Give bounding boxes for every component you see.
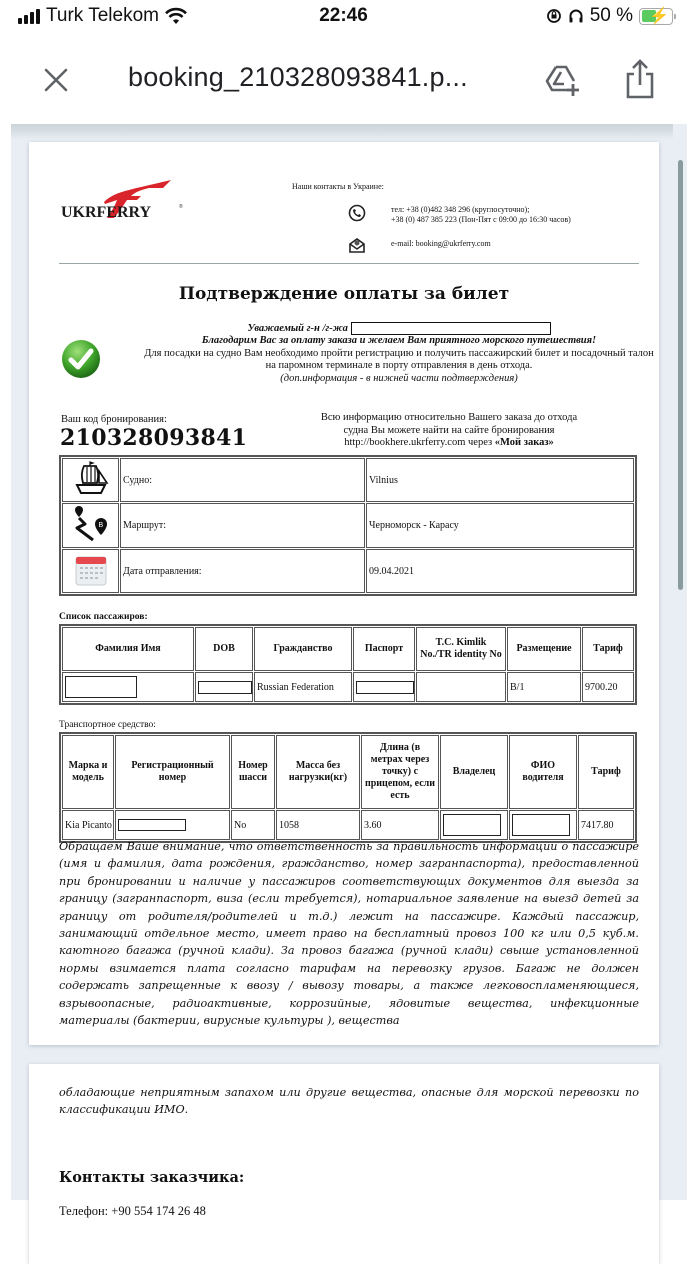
passengers-label: Список пассажиров: [59, 612, 148, 622]
redacted-passport [356, 681, 414, 694]
trip-label: Дата отправления: [120, 549, 365, 593]
booking-code: 210328093841 [60, 425, 248, 451]
route-icon [71, 504, 111, 544]
add-to-drive-icon[interactable] [543, 62, 581, 100]
redacted-reg-number [118, 819, 186, 831]
contacts-title: Наши контакты в Украине: [292, 182, 384, 191]
my-order-link[interactable]: «Мой заказ» [494, 437, 554, 448]
redacted-driver [512, 814, 570, 836]
notice-text-continued: обладающие неприятным запахом или другие вещества, опасные для морской перевозки по классификации ИМО. [59, 1086, 639, 1117]
share-icon[interactable] [622, 58, 658, 100]
booking-info: Всю информацию относительно Вашего заказа до отхода судна Вы можете найти на сайте бронирования http://bookhere.ukrferry.com через «Мой заказ» [320, 412, 578, 448]
confirmation-title: Подтверждение оплаты за билет [178, 284, 510, 304]
trip-value: Vilnius [366, 458, 634, 502]
viewer-toolbar [0, 40, 687, 120]
pdf-page-2 [29, 1064, 659, 1264]
mail-icon [348, 236, 366, 254]
svg-text:UKRFERRY: UKRFERRY [61, 204, 152, 221]
redacted-passenger-name [65, 676, 137, 698]
trip-row-ship [62, 458, 634, 502]
table-row: Kia Picanto No 1058 3.60 7417.80 [62, 810, 634, 840]
pdf-page-1 [29, 142, 659, 1045]
phone-icon [348, 204, 366, 222]
thanks-text: Благодарим Вас за оплату заказа и желаем Вам приятного морского путешествия! [201, 335, 597, 347]
trip-label: Маршрут: [120, 503, 365, 548]
phone-line-2: +38 (0) 487 385 223 (Пон-Пят с 09:00 до 16:30 часов) [391, 215, 571, 224]
customer-phone: Телефон: +90 554 174 26 48 [59, 1204, 206, 1218]
calendar-icon [73, 552, 109, 588]
close-icon[interactable] [40, 64, 72, 96]
passengers-table [59, 624, 637, 705]
table-row: Russian Federation B/1 9700.20 [62, 672, 634, 702]
ukrferry-logo [59, 174, 189, 224]
trip-label: Судно: [120, 458, 365, 502]
headphones-icon [568, 8, 584, 24]
contact-email[interactable]: e-mail: booking@ukrferry.com [391, 239, 491, 248]
redacted-dob [198, 681, 252, 694]
orientation-lock-icon [546, 8, 562, 24]
booking-site-link[interactable]: http://bookhere.ukrferry.com [344, 437, 466, 448]
divider [59, 263, 639, 264]
redacted-owner [443, 814, 501, 836]
scrollbar[interactable] [678, 160, 683, 590]
trip-info-table [59, 455, 637, 596]
instructions-text: Для посадки на судно Вам необходимо пройти регистрацию и получить пассажирский билет и посадочный талон на паромном терминале в порту отправления в день отхода. [144, 347, 654, 372]
document-title: booking_210328093841.p... [128, 62, 468, 92]
redacted-name [351, 322, 551, 335]
greeting-block [139, 322, 659, 385]
table-header: Марка и модель Регистрационный номер Номер шасси Масса без нагрузки(кг) Длина (в метрах через точку) с прицепом, если есть Владелец ФИО водителя Тариф [62, 735, 634, 809]
carrier-name: Turk Telekom [46, 5, 159, 26]
trip-row-date [62, 549, 634, 593]
battery-charging-icon: ⚡ [639, 8, 673, 25]
phone-line-1: тел: +38 (0)482 348 296 (круглосуточно); [391, 205, 530, 214]
battery-percent: 50 % [589, 5, 633, 26]
salutation: Уважаемый г-н /г-жа [247, 322, 348, 334]
trip-value: 09.04.2021 [366, 549, 634, 593]
svg-text:B: B [98, 522, 103, 529]
more-info-text: (доп.информация - в нижней части подтверждения) [280, 372, 518, 384]
notice-text: Обращаем Ваше внимание, что ответственность за правильность информации о пассажире (имя и фамилия, дата рождения, гражданство, номер загранпаспорта), предоставленной при бронировании и наличие у пассажиров соответствующих документов для выезда за границу (загранпаспорт, виза (если требуется), нотариальное заявление на выезд детей за границу от родителя/родителей и т.д.) лежит на пассажире. Каждый пассажир, занимающий отдельное место, имеет право на бесплатный провоз 100 кг или 0,5 куб.м. каютного багажа (ручной клади). За провоз багажа (ручной клади) свыше установленной нормы взимается плата согласно тарифам на перевозку грузов. Багаж не должен содержать запрещенные к ввозу / вывозу товары, а также легковоспламеняющиеся, взрывоопасные, радиоактивные, коррозийные, ядовитые вещества, инфекционные материалы (бактерии, вирусные культуры ), вещества [59, 840, 639, 1028]
customer-contacts-title: Контакты заказчика: [59, 1169, 245, 1186]
table-header: Фамилия Имя DOB Гражданство Паспорт T.C. Kimlik No./TR identity No Размещение Тариф [62, 627, 634, 671]
pdf-viewer[interactable] [11, 124, 687, 1218]
ship-icon [71, 461, 111, 497]
status-bar [0, 0, 687, 36]
trip-row-route [62, 503, 634, 548]
clock: 22:46 [319, 5, 368, 26]
svg-text:®: ® [179, 204, 183, 210]
trip-value: Черноморск - Карасу [366, 503, 634, 548]
success-check-icon [61, 339, 101, 379]
vehicle-table [59, 732, 637, 843]
vehicle-label: Транспортное средство: [59, 720, 156, 730]
booking-code-label: Ваш код бронирования: [61, 414, 167, 425]
